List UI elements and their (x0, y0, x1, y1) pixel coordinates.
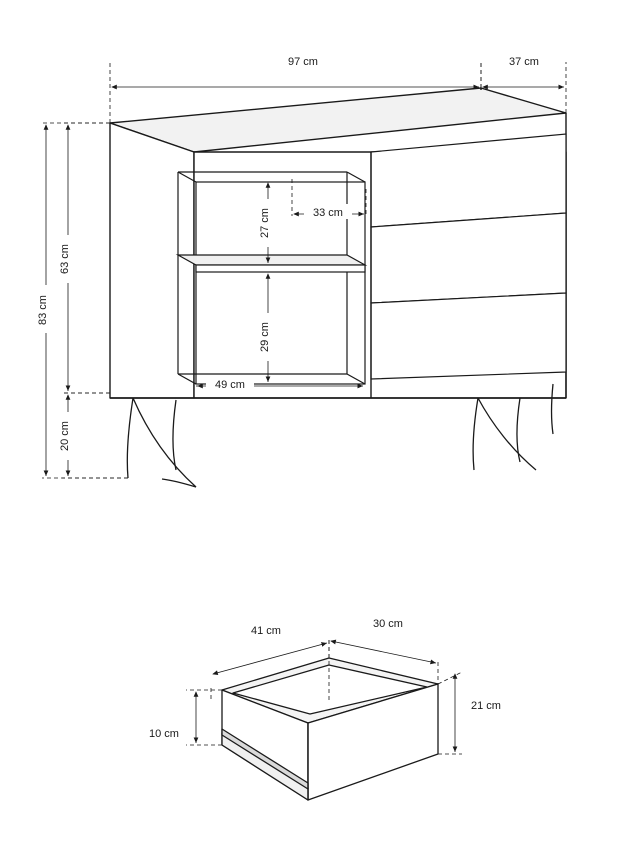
dim-label-37: 37 cm (509, 56, 539, 68)
dim-label-41: 41 cm (251, 625, 281, 637)
leg-back-right (552, 384, 554, 434)
dim-drawer-height (438, 672, 462, 754)
drawer-front-top (371, 134, 566, 227)
cabinet-figure (36, 53, 566, 487)
drawer-front-bottom (371, 293, 566, 379)
drawer-figure (140, 615, 510, 800)
leg-front-left (127, 398, 196, 487)
dim-label-33: 33 cm (313, 207, 343, 219)
leg-front-right (473, 398, 536, 470)
ext-21-top (438, 672, 462, 684)
dim-label-29: 29 cm (259, 322, 271, 352)
dim-label-30: 30 cm (373, 618, 403, 630)
dim-label-49: 49 cm (215, 379, 245, 391)
compartment-shelf-top (178, 255, 365, 265)
cabinet-legs (127, 384, 553, 487)
dim-label-63: 63 cm (59, 244, 71, 274)
dim-label-27: 27 cm (259, 208, 271, 238)
cabinet-drawer-stack (371, 134, 566, 398)
dim-label-20: 20 cm (59, 421, 71, 451)
drawer-box (222, 658, 438, 800)
dim-label-83: 83 cm (37, 295, 49, 325)
drawer-front-middle (371, 213, 566, 303)
compartment-shelf-front (196, 265, 365, 272)
cabinet-left-side (110, 123, 194, 398)
dim-label-10: 10 cm (149, 728, 179, 740)
dimline-30 (331, 641, 436, 663)
dim-label-21: 21 cm (471, 700, 501, 712)
dim-label-97: 97 cm (288, 56, 318, 68)
leg-front-left-inner (173, 400, 176, 470)
dim-drawer-front-offset (186, 690, 222, 745)
